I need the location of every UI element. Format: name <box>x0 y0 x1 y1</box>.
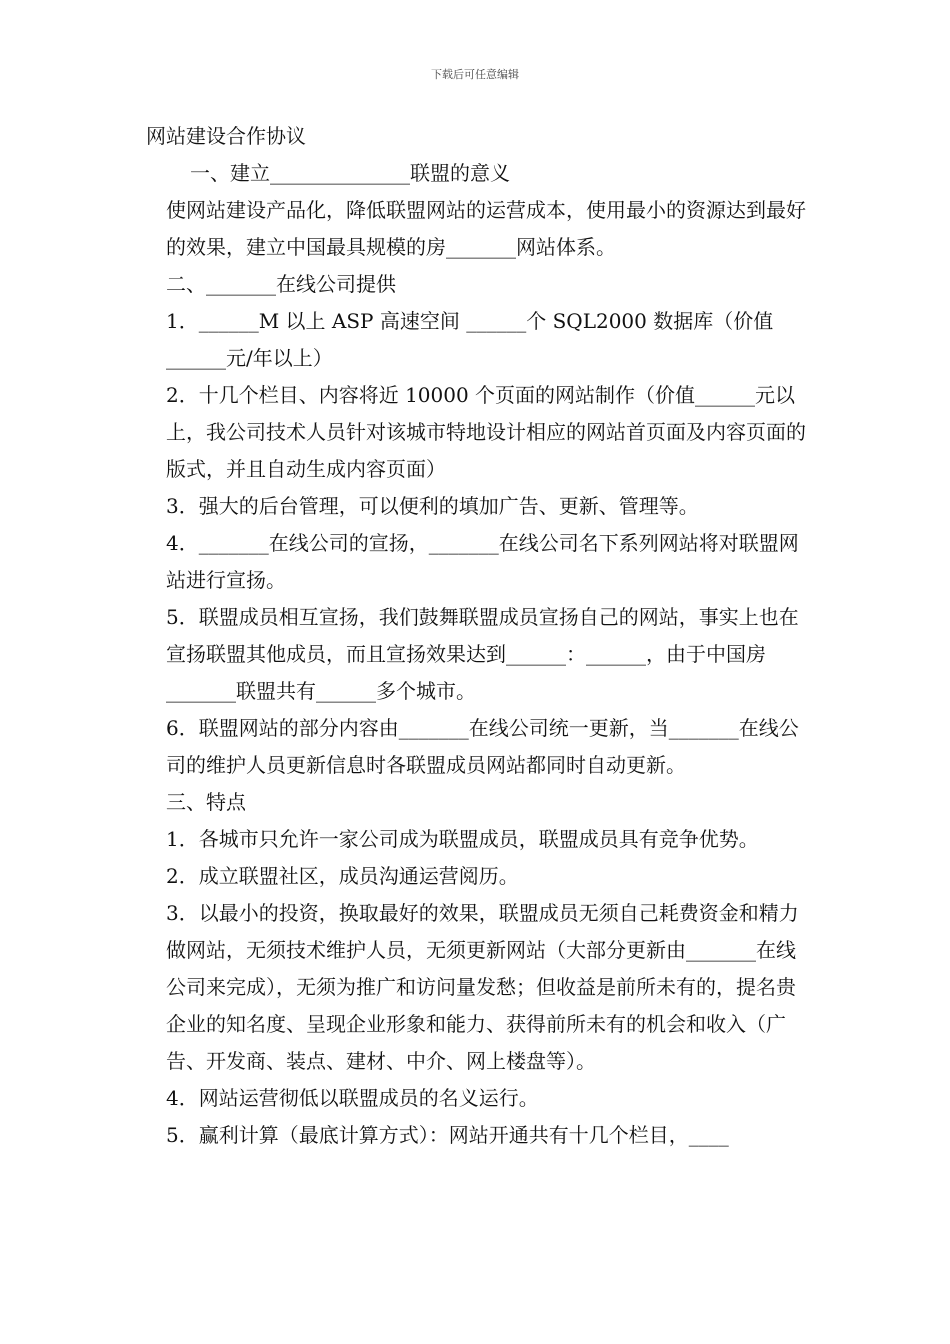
list-item: 3．以最小的投资，换取最好的效果，联盟成员无须自己耗费资金和精力做网站，无须技术维护人员，无须更新网站（大部分更新由_______在线公司来完成），无须为推广和访问量发愁；但收益是前所未有的，提名贵企业的知名度、呈现企业形象和能力、获得前所未有的机会和收入（广告、开发商、装点、建材、中介、网上楼盘等）。 <box>166 901 799 1073</box>
list-item: 1．各城市只允许一家公司成为联盟成员，联盟成员具有竞争优势。 <box>166 827 759 851</box>
header-note: 下载后可任意编辑 <box>431 68 519 81</box>
list-item: 5．联盟成员相互宣扬，我们鼓舞联盟成员宣扬自己的网站，事实上也在宣扬联盟其他成员，而且宣扬效果达到______：______，由于中国房_______联盟共有______多个城市。 <box>166 605 799 703</box>
list-item: 5．赢利计算（最底计算方式）：网站开通共有十几个栏目，____ <box>166 1123 729 1147</box>
list-item: 3．强大的后台管理，可以便利的填加广告、更新、管理等。 <box>166 494 699 518</box>
list-item: 6．联盟网站的部分内容由_______在线公司统一更新，当_______在线公司的维护人员更新信息时各联盟成员网站都同时自动更新。 <box>166 716 799 777</box>
document-body <box>146 118 810 1154</box>
list-item: 2．成立联盟社区，成员沟通运营阅历。 <box>166 864 519 888</box>
list-item: 4．_______在线公司的宣扬，_______在线公司名下系列网站将对联盟网站进行宣扬。 <box>166 531 799 592</box>
paragraph: 使网站建设产品化，降低联盟网站的运营成本，使用最小的资源达到最好的效果，建立中国最具规模的房_______网站体系。 <box>166 198 806 259</box>
list-item: 2．十几个栏目、内容将近 10000 个页面的网站制作（价值______元以上，我公司技术人员针对该城市特地设计相应的网站首页面及内容页面的版式，并且自动生成内容页面） <box>166 383 806 481</box>
list-item: 1．______M 以上 ASP 高速空间 ______个 SQL2000 数据库（价值______元/年以上） <box>166 309 774 370</box>
section-heading-3: 三、特点 <box>166 790 246 814</box>
list-item: 4．网站运营彻低以联盟成员的名义运行。 <box>166 1086 539 1110</box>
section-heading-2: 二、_______在线公司提供 <box>166 272 396 296</box>
section-heading-1: 一、建立______________联盟的意义 <box>190 161 510 185</box>
document-title: 网站建设合作协议 <box>146 124 306 148</box>
